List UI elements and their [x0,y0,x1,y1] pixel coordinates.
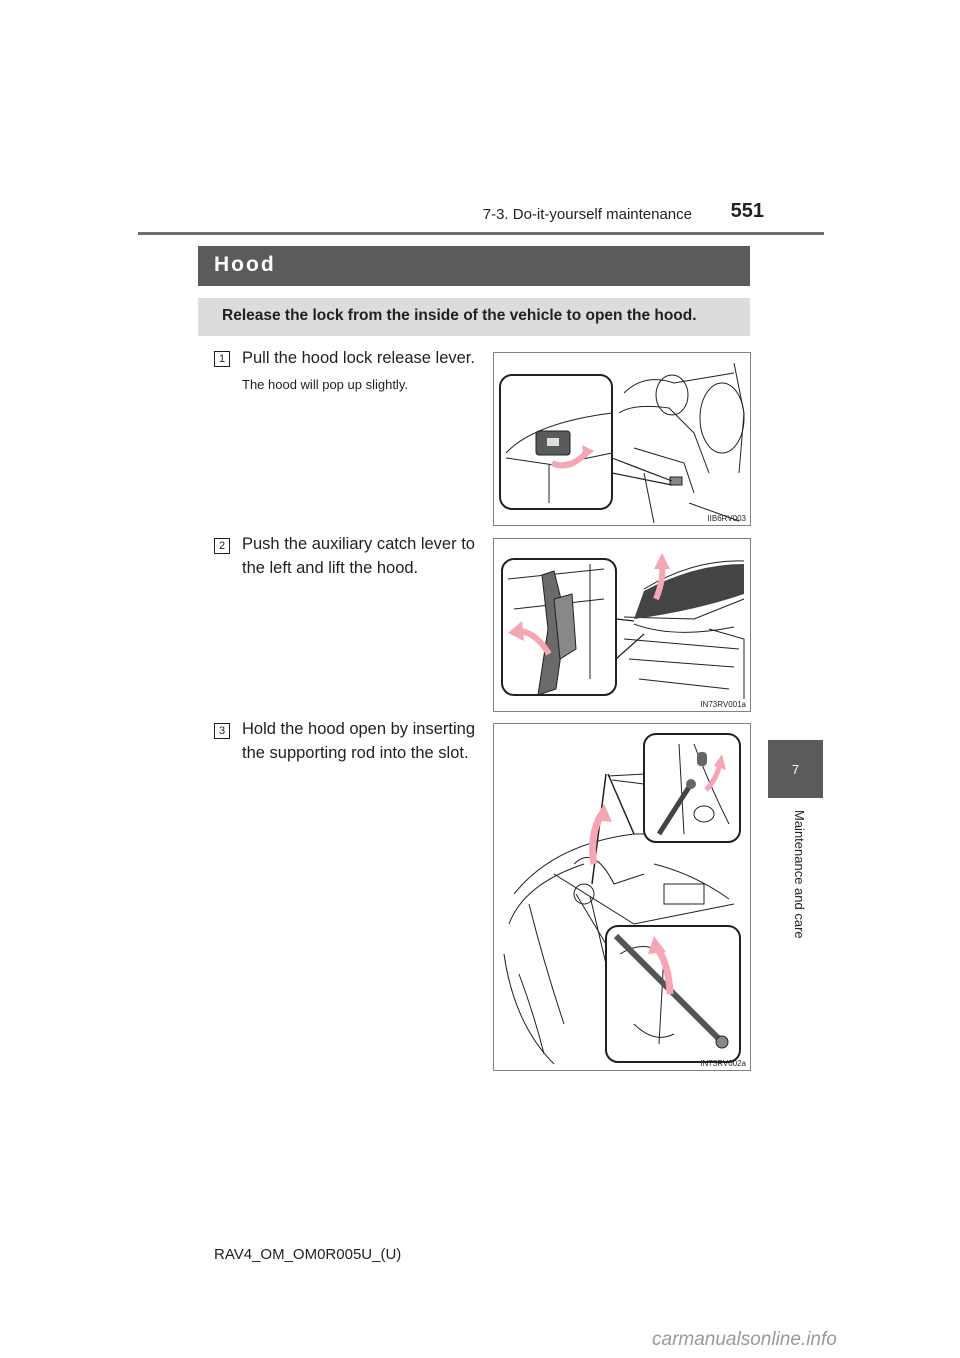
step-3-text: Hold the hood open by inserting the supporting rod into the slot. [242,720,475,762]
header-section-title: 7-3. Do-it-yourself maintenance [482,206,692,223]
step-2-text: Push the auxiliary catch lever to the left and lift the hood. [242,535,475,577]
figure-auxiliary-catch [493,538,751,712]
chapter-number: 7 [791,762,800,777]
section-title-bar [198,246,750,286]
step-number-1: 1 [214,351,230,367]
watermark: carmanualsonline.info [652,1329,837,1350]
figure-support-rod [493,723,751,1071]
figure-code: IN73RV001a [700,700,746,709]
page-number: 551 [730,200,764,222]
illustration-support-rod [494,724,750,1070]
footer-code: RAV4_OM_OM0R005U_(U) [214,1246,402,1263]
figure-code: IIB6RV003 [707,514,746,523]
header-rule [138,232,824,235]
step-1-text: Pull the hood lock release lever. [242,349,475,367]
illustration-auxiliary-catch [494,539,750,711]
chapter-tab [768,740,823,798]
chapter-label: Maintenance and care [792,810,807,939]
figure-hood-release-lever [493,352,751,526]
section-title: Hood [214,253,276,276]
illustration-release-lever [494,353,750,525]
step-number-2: 2 [214,538,230,554]
figure-code: IN73RV002a [700,1059,746,1068]
step-number-3: 3 [214,723,230,739]
intro-text: Release the lock from the inside of the vehicle to open the hood. [222,307,697,324]
step-1-note: The hood will pop up slightly. [242,377,408,392]
intro-box [198,298,750,336]
